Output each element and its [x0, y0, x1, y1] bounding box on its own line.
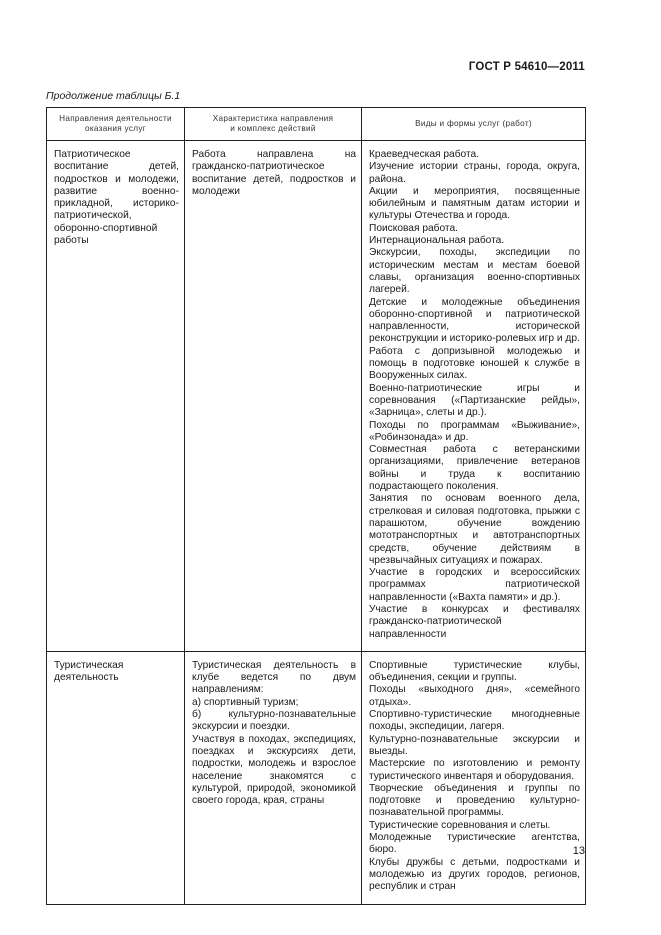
header-services: Виды и формы услуг (работ) — [362, 108, 586, 141]
direction-cell — [47, 651, 185, 904]
table-continuation-caption: Продолжение таблицы Б.1 — [46, 90, 181, 102]
table-header-row — [47, 108, 586, 141]
description-text: а) спортивный туризм; — [192, 696, 299, 708]
services-cell — [362, 141, 586, 652]
service-item: Туристические соревнования и слеты. — [369, 819, 551, 831]
direction-text: Туристическая деятельность — [54, 659, 124, 684]
description-cell — [185, 651, 362, 904]
service-item: Акции и мероприятия, посвященные юбилейным и памятным датам истории и культуры Отечества и города. — [369, 185, 580, 222]
services-table — [46, 107, 586, 905]
page-number: 13 — [572, 845, 585, 857]
service-item: Походы по программам «Выживание», «Робинзонада» и др. — [369, 419, 580, 443]
description-cell — [185, 141, 362, 652]
service-item: Краеведческая работа. — [369, 149, 480, 160]
service-item: Интернациональная работа. — [369, 235, 505, 247]
header-characteristics: Характеристика направления и комплекс действий — [185, 108, 362, 141]
table-row — [47, 141, 586, 652]
service-item: Совместная работа с ветеранскими организациями, привлечение ветеранов войны и труда к воспитанию подрастающего поколения. — [369, 444, 580, 493]
service-item: Военно-патриотические игры и соревнования («Партизанские рейды», «Зарница», слеты и др.). — [369, 382, 580, 419]
service-item: Занятия по основам военного дела, стрелковая и силовая подготовка, прыжки с парашютом, обучение вождению мототранспортных и автотранспортных средств, обучение действиям в чрезвычайных ситуациях и пожарах. — [369, 493, 580, 566]
service-item: Мастерские по изготовлению и ремонту туристического инвентаря и оборудования. — [369, 758, 580, 782]
service-item: Спортивные туристические клубы, объединения, секции и группы. — [369, 659, 580, 684]
description-text: Туристическая деятельность в клубе ведется по двум направлениям: — [192, 659, 356, 696]
direction-cell — [47, 141, 185, 652]
service-item: Поисковая работа. — [369, 222, 458, 234]
service-item: Культурно-познавательные экскурсии и выезды. — [369, 733, 580, 757]
services-cell — [362, 651, 586, 904]
description-text: Работа направлена на гражданско-патриотическое воспитание детей, подростков и молодежи — [192, 149, 356, 197]
service-item: Спортивно-туристические многодневные походы, экспедиции, лагеря. — [369, 709, 580, 733]
standard-designation: ГОСТ Р 54610—2011 — [468, 61, 585, 73]
service-item: Участие в конкурсах и фестивалях гражданско-патриотической направленности — [369, 603, 580, 640]
service-item: Творческие объединения и группы по подготовке и проведению культурно-познавательной программы. — [369, 782, 580, 819]
service-item: Детские и молодежные объединения оборонно-спортивной и патриотической направленности, исторической реконструкции и историко-ролевых игр и др. — [369, 296, 580, 345]
service-item: Работа с допризывной молодежью и помощь в подготовке юношей к службе в Вооруженных силах. — [369, 345, 580, 382]
service-item: Участие в городских и всероссийских программах патриотической направленности («Вахта памяти» и др.). — [369, 567, 580, 603]
service-item: Походы «выходного дня», «семейного отдыха». — [369, 684, 580, 708]
service-item: Экскурсии, походы, экспедиции по историческим местам и местам боевой славы, организация военно-спортивных лагерей. — [369, 247, 580, 296]
description-text: Участвуя в походах, экспедициях, поездках и экскурсиях дети, подростки, молодежь и взрослое население знакомятся с культурой, природой, экономикой своего города, края, страны — [192, 733, 356, 807]
service-item: Изучение истории страны, города, округа, района. — [369, 161, 580, 185]
direction-text: Патриотическое воспитание детей, подростков и молодежи, развитие военно-прикладной, историко-патриотической, оборонно-спортивной работы — [54, 149, 179, 247]
table-row — [47, 651, 586, 904]
service-item: Молодежные туристические агентства, бюро. — [369, 832, 580, 856]
service-item: Клубы дружбы с детьми, подростками и молодежью из других городов, регионов, республик и стран — [369, 856, 580, 893]
header-directions: Направления деятельности оказания услуг — [47, 108, 185, 141]
description-text: б) культурно-познавательные экскурсии и поездки. — [192, 709, 356, 733]
